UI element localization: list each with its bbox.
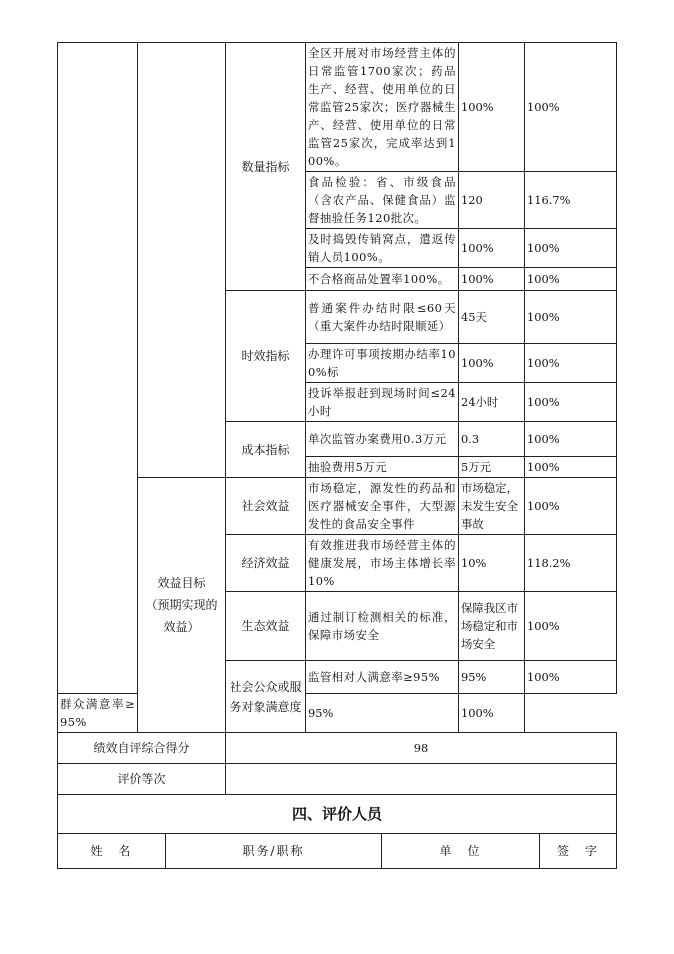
section-title: 四、评价人员 <box>58 795 617 834</box>
sub-timeliness-label: 时效指标 <box>226 291 306 422</box>
indicator-cell: 及时捣毁传销窝点，遣返传销人员100%。 <box>306 229 459 268</box>
score-value: 98 <box>226 733 617 764</box>
table-row <box>58 478 617 535</box>
header-signature: 签 字 <box>540 834 617 869</box>
target-cell: 10% <box>459 535 525 592</box>
actual-cell: 100% <box>525 291 617 344</box>
sub-ecological-label: 生态效益 <box>226 592 306 661</box>
indicator-cell: 投诉举报赶到现场时间≤24小时 <box>306 383 459 422</box>
actual-cell: 100% <box>525 268 617 291</box>
actual-cell: 100% <box>525 457 617 478</box>
sub-satisfaction-label: 社会公众或服务对象满意度 <box>226 661 306 733</box>
actual-cell: 100% <box>525 478 617 535</box>
target-cell: 保障我区市场稳定和市场安全 <box>459 592 525 661</box>
table-row <box>58 795 617 834</box>
sub-cost-label: 成本指标 <box>226 422 306 478</box>
target-cell: 45天 <box>459 291 525 344</box>
table-row <box>58 764 617 795</box>
sub-economic-label: 经济效益 <box>226 535 306 592</box>
category-blank-cell <box>138 43 226 478</box>
actual-cell: 100% <box>525 229 617 268</box>
performance-table <box>57 42 617 834</box>
indicator-cell: 食品检验：省、市级食品（含农产品、保健食品）监督抽验任务120批次。 <box>306 172 459 229</box>
actual-cell: 116.7% <box>525 172 617 229</box>
indicator-cell: 普通案件办结时限≤60天（重大案件办结时限顺延） <box>306 291 459 344</box>
evaluation-table-page <box>57 42 616 869</box>
table-row <box>58 834 617 869</box>
actual-cell: 100% <box>525 383 617 422</box>
actual-cell: 100% <box>525 422 617 457</box>
target-cell: 95% <box>459 661 525 694</box>
indicator-cell: 有效推进我市场经营主体的健康发展，市场主体增长率10% <box>306 535 459 592</box>
grade-value <box>226 764 617 795</box>
header-name: 姓 名 <box>58 834 166 869</box>
indicator-cell: 办理许可事项按期办结率100%标 <box>306 344 459 383</box>
actual-cell: 100% <box>459 694 525 733</box>
category-output-cell <box>58 43 138 694</box>
actual-cell: 100% <box>525 344 617 383</box>
category-benefit-label: 效益目标 （预期实现的效益） <box>138 478 226 733</box>
target-cell: 95% <box>306 694 459 733</box>
indicator-cell: 不合格商品处置率100%。 <box>306 268 459 291</box>
target-cell: 100% <box>459 229 525 268</box>
target-cell: 市场稳定，未发生安全事故 <box>459 478 525 535</box>
target-cell: 24小时 <box>459 383 525 422</box>
actual-cell: 100% <box>525 43 617 172</box>
indicator-cell: 监管相对人满意率≥95% <box>306 661 459 694</box>
target-cell: 100% <box>459 43 525 172</box>
grade-label: 评价等次 <box>58 764 226 795</box>
indicator-cell: 市场稳定，源发性的药品和医疗器械安全事件，大型源发性的食品安全事件 <box>306 478 459 535</box>
sub-social-label: 社会效益 <box>226 478 306 535</box>
table-row <box>58 733 617 764</box>
target-cell: 5万元 <box>459 457 525 478</box>
indicator-cell: 全区开展对市场经营主体的日常监管1700家次；药品生产、经营、使用单位的日常监管25家次；医疗器械生产、经营、使用单位的日常监管25家次，完成率达到100%。 <box>306 43 459 172</box>
indicator-cell: 通过制订检测相关的标准，保障市场安全 <box>306 592 459 661</box>
actual-cell: 118.2% <box>525 535 617 592</box>
indicator-cell: 单次监管办案费用0.3万元 <box>306 422 459 457</box>
indicator-cell: 群众满意率≥95% <box>58 694 138 733</box>
target-cell: 0.3 <box>459 422 525 457</box>
target-cell: 120 <box>459 172 525 229</box>
actual-cell: 100% <box>525 661 617 694</box>
evaluator-table <box>57 834 617 869</box>
target-cell: 100% <box>459 268 525 291</box>
indicator-cell: 抽验费用5万元 <box>306 457 459 478</box>
header-position: 职务/职称 <box>166 834 382 869</box>
sub-quantity-label: 数量指标 <box>226 43 306 291</box>
actual-cell: 100% <box>525 592 617 661</box>
table-row <box>58 43 617 172</box>
score-label: 绩效自评综合得分 <box>58 733 226 764</box>
header-unit: 单 位 <box>382 834 540 869</box>
target-cell: 100% <box>459 344 525 383</box>
